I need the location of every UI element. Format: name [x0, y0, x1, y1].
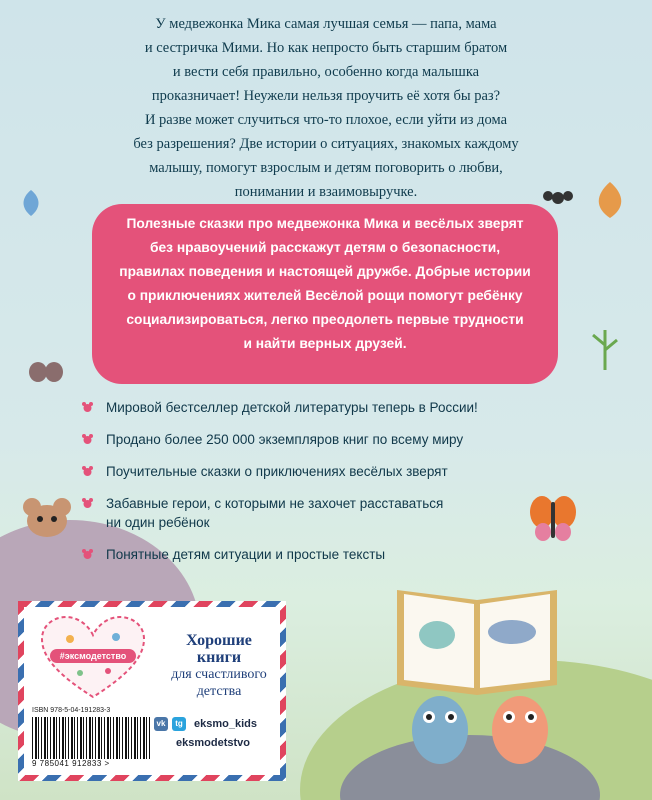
- list-item: [82, 398, 582, 417]
- intro-line: и вести себя правильно, особенно когда малышка: [172, 64, 480, 80]
- slogan: [164, 632, 274, 700]
- bear-bullet-icon: [82, 402, 93, 412]
- bear-bullet-icon: [82, 549, 93, 559]
- bear-bullet-icon: [82, 434, 93, 444]
- butterfly-icon: [28, 360, 64, 390]
- list-item: [82, 545, 582, 564]
- site-handle: eksmodetstvo: [176, 737, 250, 749]
- plant-icon: [585, 320, 625, 370]
- intro-line: понимании и взаимовыручке.: [234, 184, 418, 200]
- list-item-text: Мировой бестселлер детской литературы теперь в России!: [106, 400, 478, 415]
- frog-character-icon: [405, 675, 475, 775]
- highlight-line: и найти верных друзей.: [243, 336, 407, 351]
- list-item: [82, 494, 582, 532]
- vk-icon[interactable]: vk: [154, 717, 168, 731]
- intro-line: без разрешения? Две истории о ситуациях, знакомых каждому: [133, 136, 519, 152]
- slogan-line: книги: [196, 649, 242, 666]
- highlight-text: [92, 212, 558, 356]
- telegram-icon[interactable]: tg: [172, 717, 186, 731]
- intro-line: И разве может случиться что-то плохое, если уйти из дома: [144, 112, 508, 128]
- list-item: [82, 462, 582, 481]
- leaf-icon: [18, 188, 44, 218]
- intro-line: и сестричка Мими. Но как непросто быть старшим братом: [144, 40, 508, 56]
- highlight-line: о приключениях жителей Весёлой рощи помогут ребёнку: [127, 288, 523, 303]
- intro-line: малышу, помогут взрослым и детям поговорить о любви,: [149, 160, 503, 176]
- highlight-line: Полезные сказки про медвежонка Мика и весёлых зверят: [126, 216, 524, 231]
- social-handle: eksmo_kids: [194, 718, 257, 730]
- highlight-line: без нравоучений расскажут детям о безопасности,: [149, 240, 501, 255]
- intro-line: проказничает! Неужели нельзя проучить её хотя бы раз?: [151, 88, 501, 104]
- barcode-number: 9 785041 912833 >: [32, 759, 110, 768]
- mouse-character-icon: [20, 495, 74, 539]
- list-item-text: Понятные детям ситуации и простые тексты: [106, 547, 386, 562]
- slogan-line: Хорошие: [186, 632, 252, 649]
- highlight-line: правилах поведения и настоящей дружбе. Добрые истории: [119, 264, 531, 279]
- isbn-label: ISBN 978-5-04-191283-3: [32, 707, 111, 714]
- publisher-card: [18, 601, 286, 781]
- bear-bullet-icon: [82, 466, 93, 476]
- social-links: [154, 717, 257, 731]
- list-item-text: Продано более 250 000 экземпляров книг по всему миру: [106, 432, 464, 447]
- intro-line: У медвежонка Мика самая лучшая семья — папа, мама: [155, 16, 497, 32]
- slogan-line: детства: [196, 684, 242, 699]
- slogan-line: для счастливого: [171, 667, 267, 682]
- heart-logo-icon: [38, 615, 148, 701]
- leaf-icon: [590, 180, 630, 220]
- list-item: [82, 430, 582, 449]
- feature-list: [82, 398, 582, 577]
- highlight-line: социализироваться, легко преодолеть первые трудности: [126, 312, 524, 327]
- intro-text: [60, 12, 592, 204]
- frog-character-icon: [485, 675, 555, 775]
- list-item-text: ни один ребёнок: [106, 515, 210, 530]
- list-item-text: Забавные герои, с которыми не захочет расставаться: [106, 496, 444, 511]
- logo-hashtag: #эксмодетство: [59, 651, 127, 661]
- list-item-text: Поучительные сказки о приключениях весёлых зверят: [106, 464, 448, 479]
- barcode: [32, 717, 150, 759]
- bear-bullet-icon: [82, 498, 93, 508]
